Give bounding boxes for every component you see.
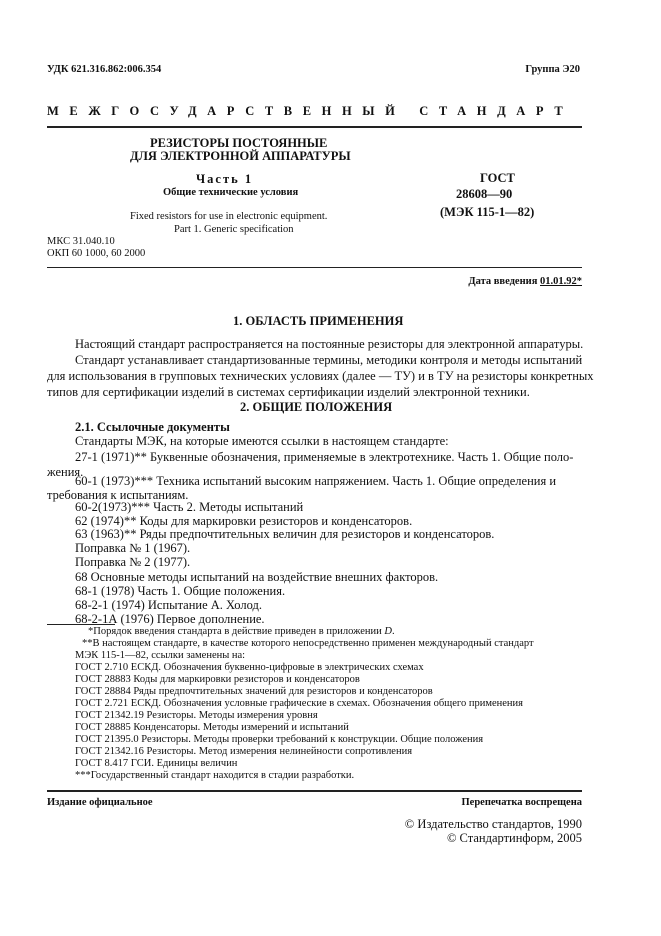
okp-code: ОКП 60 1000, 60 2000 (47, 248, 146, 259)
standard-banner: МЕЖГОСУДАРСТВЕННЫЙ СТАНДАРТ (47, 104, 574, 118)
section-2-heading: 2. ОБЩИЕ ПОЛОЖЕНИЯ (240, 400, 393, 414)
english-title-2: Part 1. Generic specification (174, 224, 294, 235)
section-1-paragraph-1: Настоящий стандарт распространяется на постоянные резисторы для электронной аппаратуры. (75, 337, 584, 351)
section-1-paragraph-2-line-2: для использования в групповых технических условиях (далее — ТУ) и в ТУ на резисторы конкретных (47, 369, 594, 383)
copyright-2005: © Стандартинформ, 2005 (446, 831, 582, 845)
reference-iec-68-1: 68-1 (1978) Часть 1. Общие положения. (75, 584, 286, 598)
footnote-2-line-2: МЭК 115-1—82, ссылки заменены на: (75, 650, 246, 661)
effective-date-value: 01.01.92* (540, 276, 582, 287)
effective-date-label: Дата введения (468, 276, 538, 287)
title-line-2: ДЛЯ ЭЛЕКТРОННОЙ АППАРАТУРЫ (130, 149, 351, 163)
official-edition: Издание официальное (47, 797, 153, 808)
gost-replacement-9: ГОСТ 8.417 ГСИ. Единицы величин (75, 758, 238, 769)
reference-iec-27-1-line-2: жения. (47, 465, 84, 479)
reference-iec-62: 62 (1974)** Коды для маркировки резисторов и конденсаторов. (75, 514, 413, 528)
section-1-paragraph-2-line-3: типов для сертификации изделий в системах сертификации изделий электронной техники. (47, 385, 530, 399)
header-divider (47, 267, 582, 268)
footer-divider (47, 790, 582, 792)
section-1-heading: 1. ОБЛАСТЬ ПРИМЕНЕНИЯ (233, 314, 404, 328)
gost-replacement-7: ГОСТ 21395.0 Резисторы. Методы проверки требований к конструкции. Общие положения (75, 734, 484, 745)
reference-iec-60-2: 60-2(1973)*** Часть 2. Методы испытаний (75, 500, 304, 514)
reference-iec-68: 68 Основные методы испытаний на воздействие внешних факторов. (75, 570, 439, 584)
subtitle: Общие технические условия (163, 187, 299, 198)
gost-replacement-8: ГОСТ 21342.16 Резисторы. Метод измерения нелинейности сопротивления (75, 746, 413, 757)
footnote-2-line-1: **В настоящем стандарте, в качестве которого непосредственно применен международный стандарт (82, 638, 534, 649)
english-title-1: Fixed resistors for use in electronic equipment. (130, 211, 328, 222)
banner-divider (47, 126, 582, 128)
footnote-1-text: *Порядок введения стандарта в действие приведен в приложении (88, 626, 385, 637)
reprint-notice: Перепечатка воспрещена (461, 797, 582, 808)
reference-iec-63: 63 (1963)** Ряды предпочтительных величин для резисторов и конденсаторов. (75, 527, 495, 541)
reference-iec-68-2-1: 68-2-1 (1974) Испытание А. Холод. (75, 598, 262, 612)
gost-replacement-1: ГОСТ 2.710 ЕСКД. Обозначения буквенно-цифровые в электрических схемах (75, 662, 424, 673)
gost-replacement-2: ГОСТ 28883 Коды для маркировки резисторов и конденсаторов (75, 674, 360, 685)
reference-iec-27-1-line-1: 27-1 (1971)** Буквенные обозначения, применяемые в электротехнике. Часть 1. Общие поло- (75, 450, 574, 464)
part-label: Часть 1 (196, 172, 254, 186)
gost-number: 28608—90 (456, 187, 513, 201)
copyright-1990: © Издательство стандартов, 1990 (404, 817, 582, 831)
gost-replacement-5: ГОСТ 21342.19 Резисторы. Методы измерения уровня (75, 710, 318, 721)
footnote-1 (88, 626, 395, 637)
footnote-1-end: . (391, 626, 395, 637)
reference-iec-60-1-line-2: требования к испытаниям. (47, 488, 189, 502)
gost-label: ГОСТ (480, 171, 515, 185)
mks-code: МКС 31.040.10 (47, 236, 115, 247)
effective-date (468, 276, 582, 287)
reference-amendment-1: Поправка № 1 (1967). (75, 541, 191, 555)
iec-number: (МЭК 115-1—82) (440, 205, 535, 219)
footnote-1-appendix: D (384, 626, 392, 637)
gost-replacement-6: ГОСТ 28885 Конденсаторы. Методы измерений и испытаний (75, 722, 349, 733)
gost-replacement-4: ГОСТ 2.721 ЕСКД. Обозначения условные графические в схемах. Обозначения общего применения (75, 698, 523, 709)
footnote-divider (47, 624, 115, 625)
section-1-paragraph-2-line-1: Стандарт устанавливает стандартизованные термины, методики контроля и методы испытаний (75, 353, 583, 367)
subsection-2-1-heading: 2.1. Ссылочные документы (75, 420, 230, 434)
reference-amendment-2: Поправка № 2 (1977). (75, 555, 191, 569)
group-code: Группа Э20 (525, 64, 580, 75)
title-line-1: РЕЗИСТОРЫ ПОСТОЯННЫЕ (150, 136, 328, 150)
udk-code: УДК 621.316.862:006.354 (47, 64, 162, 75)
gost-replacement-3: ГОСТ 28884 Ряды предпочтительных значений для резисторов и конденсаторов (75, 686, 433, 697)
references-intro: Стандарты МЭК, на которые имеются ссылки в настоящем стандарте: (75, 434, 449, 448)
reference-iec-68-2-1a: 68-2-1А (1976) Первое дополнение. (75, 612, 265, 626)
reference-iec-60-1-line-1: 60-1 (1973)*** Техника испытаний высоким напряжением. Часть 1. Общие определения и (75, 474, 557, 488)
footnote-3: ***Государственный стандарт находится в стадии разработки. (75, 770, 355, 781)
